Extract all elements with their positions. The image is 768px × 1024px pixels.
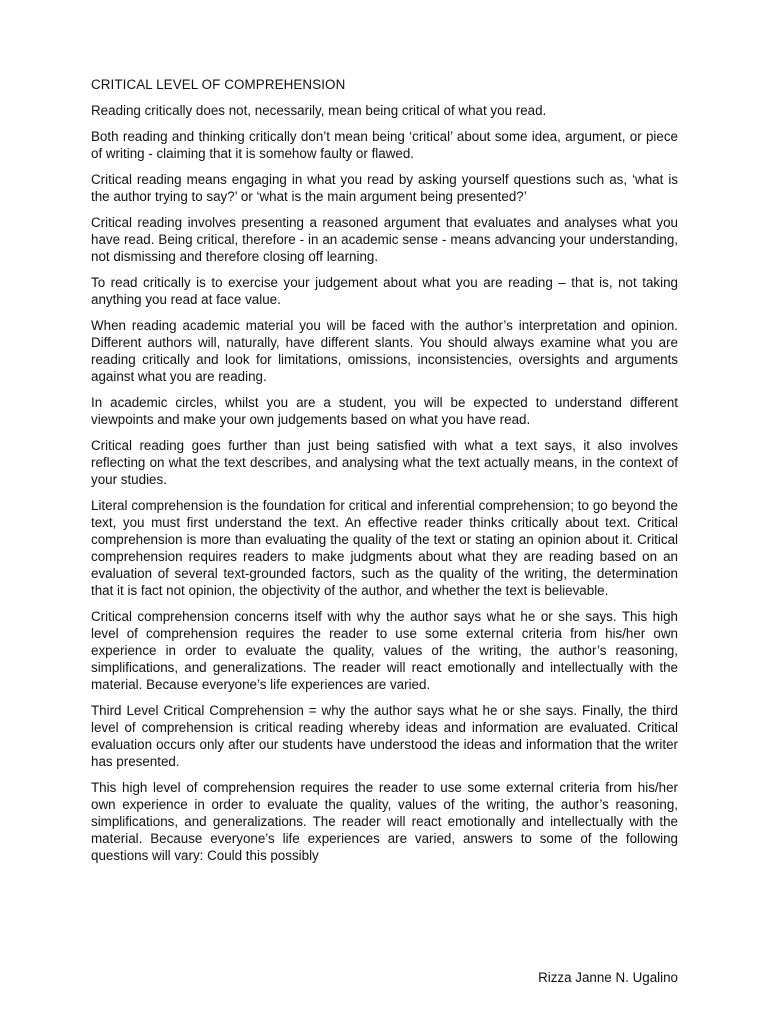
paragraph-7: In academic circles, whilst you are a student, you will be expected to understand different viewpoints and make your own judgements based on what you have read. bbox=[91, 395, 678, 427]
paragraph-5: To read critically is to exercise your judgement about what you are reading – that is, not taking anything you read at face value. bbox=[91, 275, 678, 307]
paragraph-6: When reading academic material you will be faced with the author’s interpretation and opinion. Different authors will, naturally, have different slants. You should always examine what you are reading critically and look for limitations, omissions, inconsistencies, oversights and arguments against what you are reading. bbox=[91, 318, 678, 384]
paragraph-2: Both reading and thinking critically don’t mean being ‘critical’ about some idea, argument, or piece of writing - claiming that it is somehow faulty or flawed. bbox=[91, 129, 678, 161]
paragraph-4: Critical reading involves presenting a reasoned argument that evaluates and analyses what you have read. Being critical, therefore - in an academic sense - means advancing your understanding, not dismissing and therefore closing off learning. bbox=[91, 215, 678, 264]
paragraph-12: This high level of comprehension requires the reader to use some external criteria from his/her own experience in order to evaluate the quality, values of the writing, the author’s reasoning, simplifications, and generalizations. The reader will react emotionally and intellectually with the material. Because everyone’s life experiences are varied, answers to some of the following questions will vary: Could this possibly bbox=[91, 780, 678, 863]
footer-author: Rizza Janne N. Ugalino bbox=[538, 970, 678, 985]
paragraph-9: Literal comprehension is the foundation for critical and inferential comprehension; to go beyond the text, you must first understand the text. An effective reader thinks critically about text. Critical comprehension is more than evaluating the quality of the text or stating an opinion about it. Critical comprehension requires readers to make judgments about what they are reading based on an evaluation of several text-grounded factors, such as the quality of the writing, the determination that it is fact not opinion, the objectivity of the author, and whether the text is believable. bbox=[91, 498, 678, 598]
paragraph-1: Reading critically does not, necessarily, mean being critical of what you read. bbox=[91, 103, 547, 118]
document-body bbox=[91, 76, 678, 873]
paragraph-11: Third Level Critical Comprehension = why the author says what he or she says. Finally, the third level of comprehension is critical reading whereby ideas and information are evaluated. Critical evaluation occurs only after our students have understood the ideas and information that the writer has presented. bbox=[91, 703, 678, 769]
paragraph-8: Critical reading goes further than just being satisfied with what a text says, it also involves reflecting on what the text describes, and analysing what the text actually means, in the context of your studies. bbox=[91, 438, 678, 487]
paragraph-10: Critical comprehension concerns itself with why the author says what he or she says. This high level of comprehension requires the reader to use some external criteria from his/her own experience in order to evaluate the quality, values of the writing, the author’s reasoning, simplifications, and generalizations. The reader will react emotionally and intellectually with the material. Because everyone’s life experiences are varied. bbox=[91, 609, 678, 692]
document-title: CRITICAL LEVEL OF COMPREHENSION bbox=[91, 77, 346, 92]
paragraph-3: Critical reading means engaging in what you read by asking yourself questions such as, ‘what is the author trying to say?’ or ‘what is the main argument being presented?’ bbox=[91, 172, 678, 204]
